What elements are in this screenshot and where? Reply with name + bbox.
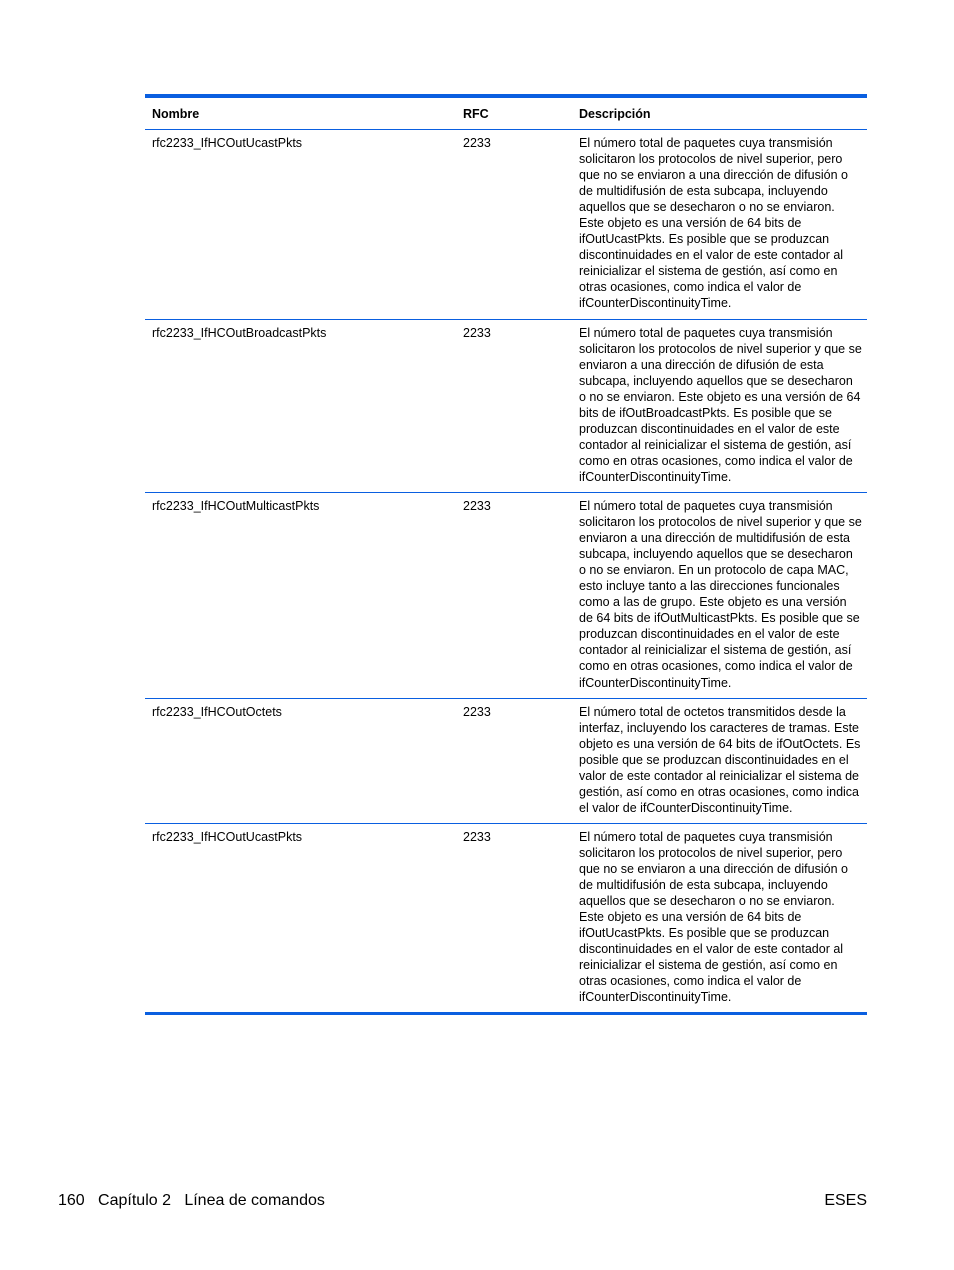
page-number: 160	[58, 1192, 85, 1209]
locale-label: ESES	[824, 1192, 867, 1209]
row-description: El número total de octetos transmitidos desde la interfaz, incluyendo los caracteres de tramas. Este objeto es una versión de 64 bits de ifOutOctets. Es posible que se produzcan discontinuidades en el valor de este contador al reinicializar el sistema de gestión, así como en otras ocasiones, como indica el valor de ifCounterDiscontinuityTime.	[579, 704, 861, 815]
row-description: El número total de paquetes cuya transmisión solicitaron los protocolos de nivel superior, pero que no se enviaron a una dirección de difusión o de multidifusión de esta subcapa, incluyendo aquellos que se desecharon o no se enviaron. Este objeto es una versión de 64 bits de ifOutUcastPkts. Es posible que se produzcan discontinuidades en el valor de este contador al reinicializar el sistema de gestión, así como en otras ocasiones, como indica el valor de ifCounterDiscontinuityTime.	[579, 136, 848, 311]
header-description: Descripción	[579, 106, 651, 121]
chapter-title: Línea de comandos	[184, 1192, 325, 1209]
table-row	[145, 699, 867, 824]
row-name: rfc2233_IfHCOutUcastPkts	[152, 136, 303, 150]
page-footer-left	[58, 1192, 325, 1210]
row-name: rfc2233_IfHCOutUcastPkts	[152, 829, 303, 844]
header-rfc: RFC	[463, 106, 489, 121]
row-rfc: 2233	[463, 325, 491, 340]
row-name: rfc2233_IfHCOutMulticastPkts	[152, 498, 320, 513]
row-description: El número total de paquetes cuya transmisión solicitaron los protocolos de nivel superior y que se enviaron a una dirección de multidifusión de esta subcapa, incluyendo aquellos que se desecharon o no se enviaron. En un protocolo de capa MAC, esto incluye tanto a las direcciones funcionales como a las de grupo. Este objeto es una versión de 64 bits de ifOutMulticastPkts. Es posible que se produzcan discontinuidades en el valor de este contador al reinicializar el sistema de gestión, así como en otras ocasiones, como indica el valor de ifCounterDiscontinuityTime.	[579, 498, 862, 690]
table-row	[145, 130, 867, 320]
row-description: El número total de paquetes cuya transmisión solicitaron los protocolos de nivel superior y que se enviaron a una dirección de difusión de esta subcapa, incluyendo aquellos que se desecharon o no se enviaron. Este objeto es una versión de 64 bits de ifOutBroadcastPkts. Es posible que se produzcan discontinuidades en el valor de este contador al reinicializar el sistema de gestión, así como en otras ocasiones, como indica el valor de ifCounterDiscontinuityTime.	[579, 325, 862, 484]
row-rfc: 2233	[463, 704, 491, 719]
table-row	[145, 320, 867, 493]
row-rfc: 2233	[463, 136, 491, 150]
parameters-table	[145, 94, 867, 1015]
chapter-label: Capítulo 2	[98, 1192, 171, 1209]
table-row	[145, 493, 867, 699]
table-header	[145, 98, 867, 130]
row-name: rfc2233_IfHCOutOctets	[152, 704, 282, 719]
header-name: Nombre	[152, 106, 200, 121]
row-rfc: 2233	[463, 498, 491, 513]
row-description: El número total de paquetes cuya transmisión solicitaron los protocolos de nivel superior, pero que no se enviaron a una dirección de difusión o de multidifusión de esta subcapa, incluyendo aquellos que se desecharon o no se enviaron. Este objeto es una versión de 64 bits de ifOutUcastPkts. Es posible que se produzcan discontinuidades en el valor de este contador al reinicializar el sistema de gestión, así como en otras ocasiones, como indica el valor de ifCounterDiscontinuityTime.	[579, 829, 848, 1005]
row-rfc: 2233	[463, 829, 491, 844]
row-name: rfc2233_IfHCOutBroadcastPkts	[152, 325, 327, 340]
table-row	[145, 824, 867, 1013]
